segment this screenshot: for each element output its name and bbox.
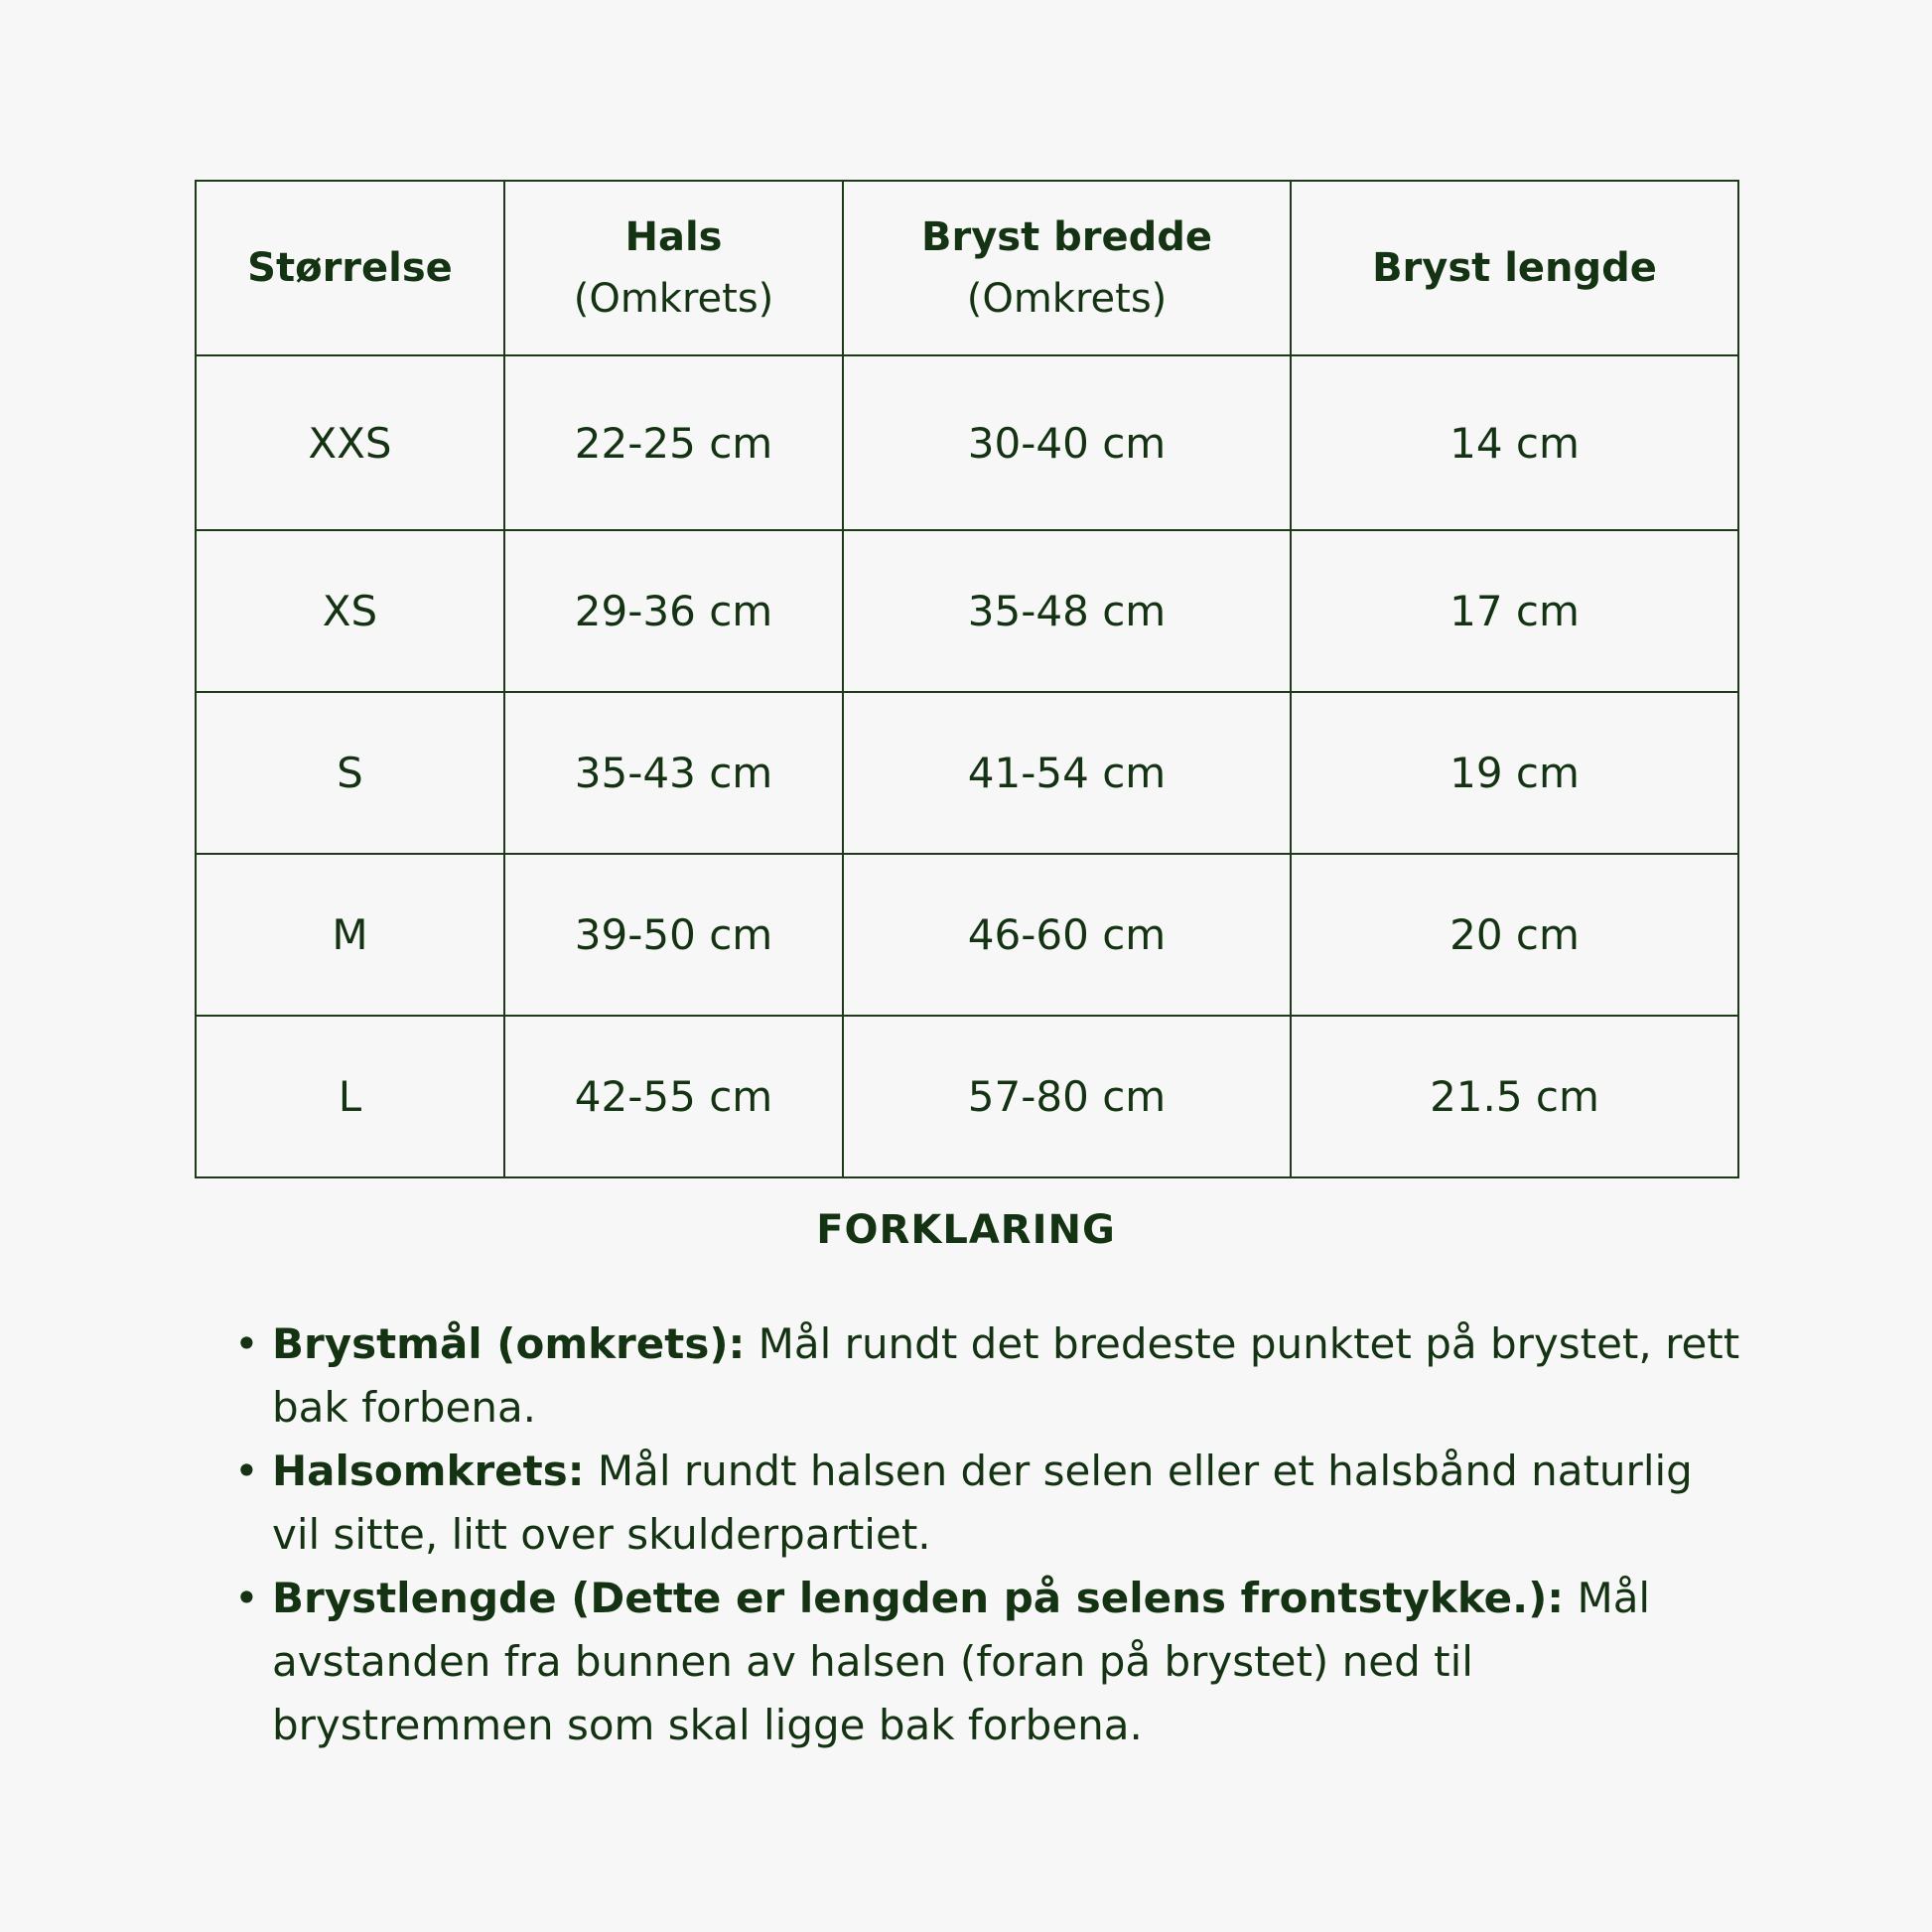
cell-chest-width: 57-80 cm (843, 1016, 1291, 1177)
cell-size: S (196, 692, 504, 854)
cell-chest-length: 14 cm (1291, 355, 1738, 530)
header-neck (504, 181, 843, 355)
header-subtitle: (Omkrets) (966, 276, 1168, 322)
table-row (196, 1016, 1738, 1177)
bullet-icon: • (234, 1574, 259, 1622)
table-header-row (196, 181, 1738, 355)
cell-chest-length: 21.5 cm (1291, 1016, 1738, 1177)
header-size (196, 181, 504, 355)
cell-size: L (196, 1016, 504, 1177)
header-subtitle: (Omkrets) (573, 276, 774, 322)
cell-neck: 22-25 cm (504, 355, 843, 530)
cell-chest-width: 35-48 cm (843, 530, 1291, 692)
legend-text: Mål avstanden fra bunnen av halsen (foran på brystet) ned til brystremmen som skal ligge bak forbena. (272, 1574, 1651, 1749)
bullet-icon: • (234, 1447, 259, 1495)
cell-chest-width: 30-40 cm (843, 355, 1291, 530)
legend-title: FORKLARING (816, 1207, 1116, 1253)
legend-text: Mål rundt det bredeste punktet på brystet, rett bak forbena. (272, 1319, 1740, 1432)
cell-chest-length: 17 cm (1291, 530, 1738, 692)
header-chest-length (1291, 181, 1738, 355)
cell-neck: 39-50 cm (504, 854, 843, 1016)
cell-chest-width: 46-60 cm (843, 854, 1291, 1016)
header-title: Bryst bredde (920, 214, 1213, 260)
header-title: Hals (624, 214, 723, 260)
cell-chest-length: 20 cm (1291, 854, 1738, 1016)
list-item (230, 1312, 1749, 1440)
header-title: Bryst lengde (1372, 245, 1657, 291)
legend-list (230, 1312, 1749, 1757)
bullet-icon: • (234, 1319, 259, 1368)
cell-neck: 29-36 cm (504, 530, 843, 692)
legend-text: Mål rundt halsen der selen eller et halsbånd naturlig vil sitte, litt over skulderpartiet. (272, 1447, 1693, 1559)
list-item (230, 1567, 1749, 1757)
header-title: Størrelse (247, 245, 453, 291)
table-row (196, 692, 1738, 854)
cell-size: M (196, 854, 504, 1016)
cell-chest-length: 19 cm (1291, 692, 1738, 854)
size-table (195, 180, 1739, 1178)
table-row (196, 355, 1738, 530)
table-row (196, 530, 1738, 692)
cell-chest-width: 41-54 cm (843, 692, 1291, 854)
legend-term: Brystlengde (Dette er lengden på selens frontstykke.): (272, 1574, 1565, 1622)
legend-term: Halsomkrets: (272, 1447, 585, 1495)
table-row (196, 854, 1738, 1016)
cell-size: XXS (196, 355, 504, 530)
legend-term: Brystmål (omkrets): (272, 1319, 746, 1368)
cell-size: XS (196, 530, 504, 692)
cell-neck: 35-43 cm (504, 692, 843, 854)
list-item (230, 1440, 1749, 1567)
cell-neck: 42-55 cm (504, 1016, 843, 1177)
header-chest-width (843, 181, 1291, 355)
